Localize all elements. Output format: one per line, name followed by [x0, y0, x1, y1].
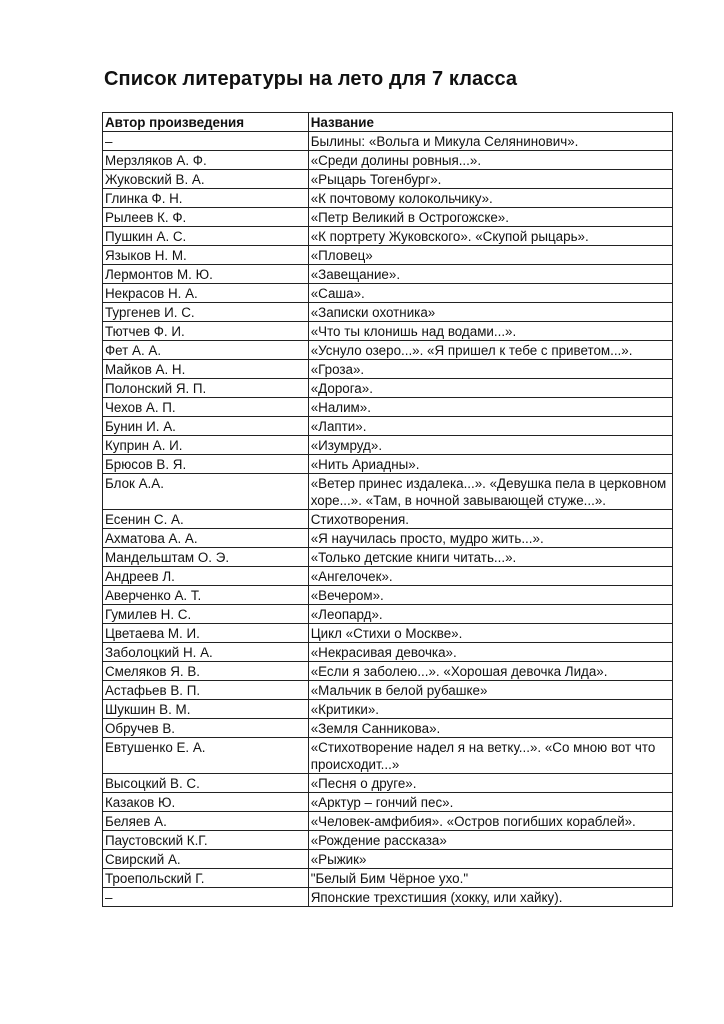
- work-title-cell: «Гроза».: [308, 360, 672, 379]
- author-cell: Майков А. Н.: [103, 360, 309, 379]
- work-title-cell: «Арктур – гончий пес».: [308, 793, 672, 812]
- work-title-cell: «Ветер принес издалека...». «Девушка пела в церковном хоре...». «Там, в ночной завывающей стуже...».: [308, 474, 672, 510]
- table-row: [103, 831, 673, 850]
- table-row: [103, 529, 673, 548]
- author-cell: Заболоцкий Н. А.: [103, 643, 309, 662]
- table-row: [103, 398, 673, 417]
- table-row: [103, 379, 673, 398]
- work-title-cell: «Некрасивая девочка».: [308, 643, 672, 662]
- table-header-row: [103, 113, 673, 132]
- table-row: [103, 888, 673, 907]
- table-row: [103, 436, 673, 455]
- work-title-cell: «Если я заболею...». «Хорошая девочка Лида».: [308, 662, 672, 681]
- author-cell: Жуковский В. А.: [103, 170, 309, 189]
- work-title-cell: «Саша».: [308, 284, 672, 303]
- literature-table: [102, 112, 673, 907]
- table-row: [103, 738, 673, 774]
- table-row: [103, 151, 673, 170]
- author-cell: Рылеев К. Ф.: [103, 208, 309, 227]
- author-cell: Мандельштам О. Э.: [103, 548, 309, 567]
- work-title-cell: «Рыжик»: [308, 850, 672, 869]
- table-row: [103, 322, 673, 341]
- work-title-cell: Стихотворения.: [308, 510, 672, 529]
- work-title-cell: «Нить Ариадны».: [308, 455, 672, 474]
- work-title-cell: «Ангелочек».: [308, 567, 672, 586]
- work-title-cell: «Мальчик в белой рубашке»: [308, 681, 672, 700]
- table-row: [103, 189, 673, 208]
- author-cell: Лермонтов М. Ю.: [103, 265, 309, 284]
- author-cell: Смеляков Я. В.: [103, 662, 309, 681]
- table-row: [103, 284, 673, 303]
- work-title-cell: «Леопард».: [308, 605, 672, 624]
- author-cell: –: [103, 132, 309, 151]
- work-title-cell: "Белый Бим Чёрное ухо.": [308, 869, 672, 888]
- author-cell: Есенин С. А.: [103, 510, 309, 529]
- table-row: [103, 850, 673, 869]
- table-row: [103, 624, 673, 643]
- work-title-cell: «Рыцарь Тогенбург».: [308, 170, 672, 189]
- author-cell: Троепольский Г.: [103, 869, 309, 888]
- work-title-cell: «Дорога».: [308, 379, 672, 398]
- table-row: [103, 548, 673, 567]
- header-title: Название: [308, 113, 672, 132]
- table-row: [103, 567, 673, 586]
- table-row: [103, 812, 673, 831]
- author-cell: Тютчев Ф. И.: [103, 322, 309, 341]
- author-cell: Блок А.А.: [103, 474, 309, 510]
- author-cell: Куприн А. И.: [103, 436, 309, 455]
- work-title-cell: «Завещание».: [308, 265, 672, 284]
- table-row: [103, 417, 673, 436]
- work-title-cell: «Что ты клонишь над водами...».: [308, 322, 672, 341]
- author-cell: Андреев Л.: [103, 567, 309, 586]
- table-row: [103, 719, 673, 738]
- work-title-cell: «К портрету Жуковского». «Скупой рыцарь».: [308, 227, 672, 246]
- table-row: [103, 360, 673, 379]
- author-cell: Языков Н. М.: [103, 246, 309, 265]
- work-title-cell: «Записки охотника»: [308, 303, 672, 322]
- author-cell: Гумилев Н. С.: [103, 605, 309, 624]
- table-row: [103, 510, 673, 529]
- work-title-cell: «Только детские книги читать...».: [308, 548, 672, 567]
- table-row: [103, 303, 673, 322]
- author-cell: Брюсов В. Я.: [103, 455, 309, 474]
- table-row: [103, 208, 673, 227]
- author-cell: Ахматова А. А.: [103, 529, 309, 548]
- work-title-cell: «Стихотворение надел я на ветку...». «Со мною вот что происходит...»: [308, 738, 672, 774]
- work-title-cell: «Земля Санникова».: [308, 719, 672, 738]
- work-title-cell: «Человек-амфибия». «Остров погибших кораблей».: [308, 812, 672, 831]
- author-cell: Бунин И. А.: [103, 417, 309, 436]
- table-row: [103, 662, 673, 681]
- author-cell: Чехов А. П.: [103, 398, 309, 417]
- author-cell: Фет А. А.: [103, 341, 309, 360]
- author-cell: Паустовский К.Г.: [103, 831, 309, 850]
- work-title-cell: Японские трехстишия (хокку, или хайку).: [308, 888, 672, 907]
- table-row: [103, 170, 673, 189]
- work-title-cell: «К почтовому колокольчику».: [308, 189, 672, 208]
- table-row: [103, 681, 673, 700]
- table-row: [103, 774, 673, 793]
- work-title-cell: «Рождение рассказа»: [308, 831, 672, 850]
- work-title-cell: «Среди долины ровныя...».: [308, 151, 672, 170]
- author-cell: Глинка Ф. Н.: [103, 189, 309, 208]
- page-title: Список литературы на лето для 7 класса: [104, 68, 518, 90]
- author-cell: Цветаева М. И.: [103, 624, 309, 643]
- work-title-cell: Былины: «Вольга и Микула Селянинович».: [308, 132, 672, 151]
- author-cell: Тургенев И. С.: [103, 303, 309, 322]
- author-cell: Высоцкий В. С.: [103, 774, 309, 793]
- author-cell: Полонский Я. П.: [103, 379, 309, 398]
- work-title-cell: «Песня о друге».: [308, 774, 672, 793]
- author-cell: –: [103, 888, 309, 907]
- table-row: [103, 474, 673, 510]
- work-title-cell: «Уснуло озеро...». «Я пришел к тебе с приветом...».: [308, 341, 672, 360]
- table-row: [103, 227, 673, 246]
- work-title-cell: «Я научилась просто, мудро жить...».: [308, 529, 672, 548]
- author-cell: Аверченко А. Т.: [103, 586, 309, 605]
- table-row: [103, 455, 673, 474]
- work-title-cell: «Пловец»: [308, 246, 672, 265]
- table-row: [103, 586, 673, 605]
- table-row: [103, 132, 673, 151]
- author-cell: Мерзляков А. Ф.: [103, 151, 309, 170]
- work-title-cell: «Петр Великий в Острогожске».: [308, 208, 672, 227]
- table-row: [103, 341, 673, 360]
- work-title-cell: «Вечером».: [308, 586, 672, 605]
- table-row: [103, 869, 673, 888]
- table-row: [103, 643, 673, 662]
- author-cell: Шукшин В. М.: [103, 700, 309, 719]
- table-row: [103, 246, 673, 265]
- table-body: [103, 132, 673, 907]
- table-row: [103, 793, 673, 812]
- work-title-cell: «Изумруд».: [308, 436, 672, 455]
- author-cell: Некрасов Н. А.: [103, 284, 309, 303]
- work-title-cell: «Лапти».: [308, 417, 672, 436]
- work-title-cell: «Налим».: [308, 398, 672, 417]
- author-cell: Обручев В.: [103, 719, 309, 738]
- header-author: Автор произведения: [103, 113, 309, 132]
- author-cell: Беляев А.: [103, 812, 309, 831]
- author-cell: Евтушенко Е. А.: [103, 738, 309, 774]
- author-cell: Свирский А.: [103, 850, 309, 869]
- table-row: [103, 700, 673, 719]
- author-cell: Астафьев В. П.: [103, 681, 309, 700]
- table-row: [103, 605, 673, 624]
- table-row: [103, 265, 673, 284]
- work-title-cell: «Критики».: [308, 700, 672, 719]
- work-title-cell: Цикл «Стихи о Москве».: [308, 624, 672, 643]
- author-cell: Казаков Ю.: [103, 793, 309, 812]
- author-cell: Пушкин А. С.: [103, 227, 309, 246]
